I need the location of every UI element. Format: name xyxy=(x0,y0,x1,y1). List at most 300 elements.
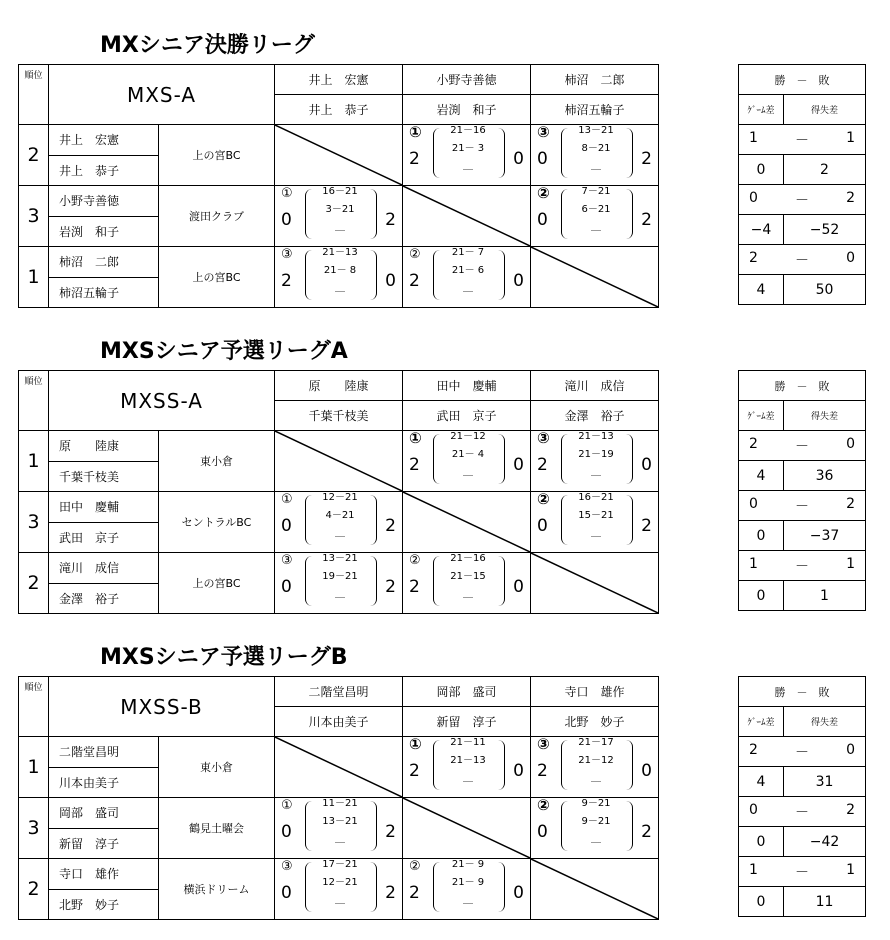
games-won: 0 xyxy=(281,883,292,903)
point-diff-value: 1 xyxy=(784,581,866,611)
match-result xyxy=(531,492,658,552)
games-lost: 2 xyxy=(641,149,652,169)
player1-name: 田中 慶輔 xyxy=(49,492,159,523)
table-row xyxy=(19,492,659,523)
dash: － xyxy=(795,744,809,761)
opponent-header-player1: 岡部 盛司 xyxy=(403,677,531,707)
club-name: 渡田クラブ xyxy=(159,186,275,247)
win-loss-values xyxy=(739,250,865,270)
player1-name: 二階堂昌明 xyxy=(49,737,159,768)
player2-name: 武田 京子 xyxy=(49,522,159,553)
club-name: 横浜ドリーム xyxy=(159,859,275,920)
game3-score-blank: ＿ xyxy=(591,773,601,784)
game3-score-blank: ＿ xyxy=(463,467,473,478)
match-order: ③ xyxy=(281,553,293,568)
win-loss-values xyxy=(739,496,865,516)
win-loss-header: 勝 － 敗 xyxy=(739,371,866,401)
match-result-cell xyxy=(275,798,403,859)
opponent-header-player1: 柿沼 二郎 xyxy=(531,65,659,95)
game3-score-blank: ＿ xyxy=(591,161,601,172)
games-lost: 0 xyxy=(513,577,524,597)
self-match-cell xyxy=(275,125,403,186)
table-row xyxy=(19,553,659,584)
game2-score: 21－ 9 xyxy=(451,877,485,888)
wins-count: 2 xyxy=(749,249,758,266)
win-loss-record xyxy=(739,857,866,887)
table-row xyxy=(19,859,659,890)
games-won: 0 xyxy=(281,577,292,597)
diagonal-line xyxy=(403,798,530,858)
diagonal-line xyxy=(275,125,402,185)
table-row xyxy=(19,125,659,156)
games-won: 2 xyxy=(409,883,420,903)
game3-score-blank: ＿ xyxy=(335,834,345,845)
club-name: 鶴見土曜会 xyxy=(159,798,275,859)
league-table xyxy=(18,64,659,308)
games-lost: 0 xyxy=(513,761,524,781)
match-result xyxy=(275,186,402,246)
win-loss-values xyxy=(739,436,865,456)
player1-name: 原 陸康 xyxy=(49,431,159,462)
wins-count: 0 xyxy=(749,801,758,818)
game2-score: 21－ 8 xyxy=(323,265,357,276)
rank-header: 順位 xyxy=(19,65,49,125)
match-order: ② xyxy=(537,490,550,508)
games-won: 2 xyxy=(281,271,292,291)
league-title: MXSシニア予選リーグA xyxy=(100,339,348,364)
game3-score-blank: ＿ xyxy=(463,895,473,906)
game2-score: 6－21 xyxy=(581,204,611,215)
match-order: ① xyxy=(281,798,293,813)
game-diff-header: ｹﾞｰﾑ差 xyxy=(739,401,784,431)
win-loss-values xyxy=(739,742,865,762)
point-diff-value: 11 xyxy=(784,887,866,917)
game-diff-value: 4 xyxy=(739,767,784,797)
game-diff-header: ｹﾞｰﾑ差 xyxy=(739,95,784,125)
win-loss-values xyxy=(739,556,865,576)
match-result-cell xyxy=(403,125,531,186)
diagonal-line xyxy=(275,737,402,797)
game1-score: 21－ 9 xyxy=(451,859,485,870)
match-result-cell xyxy=(531,798,659,859)
self-match-cell xyxy=(531,553,659,614)
table-row xyxy=(19,737,659,768)
opponent-header-player2: 金澤 裕子 xyxy=(531,401,659,431)
match-result-cell xyxy=(403,431,531,492)
league-title: MXSシニア予選リーグB xyxy=(100,645,348,670)
game3-score-blank: ＿ xyxy=(335,528,345,539)
league-table xyxy=(18,370,659,614)
match-result-cell xyxy=(403,553,531,614)
game1-score: 13－21 xyxy=(578,125,614,136)
game1-score: 21－11 xyxy=(450,737,486,748)
win-loss-record xyxy=(739,245,866,275)
rank-cell: 2 xyxy=(19,553,49,614)
rank-cell: 1 xyxy=(19,737,49,798)
opponent-header-player2: 岩渕 和子 xyxy=(403,95,531,125)
league-section xyxy=(0,28,890,328)
game-diff-value: −4 xyxy=(739,215,784,245)
opponent-header-player1: 滝川 成信 xyxy=(531,371,659,401)
point-diff-value: 50 xyxy=(784,275,866,305)
game2-score: 21－19 xyxy=(578,449,614,460)
game2-score: 9－21 xyxy=(581,816,611,827)
opponent-header-player2: 川本由美子 xyxy=(275,707,403,737)
rank-header: 順位 xyxy=(19,371,49,431)
game1-score: 21－16 xyxy=(450,125,486,136)
game2-score: 21－ 6 xyxy=(451,265,485,276)
point-diff-value: −42 xyxy=(784,827,866,857)
league-section xyxy=(0,640,890,940)
match-result-cell xyxy=(531,431,659,492)
player2-name: 井上 恭子 xyxy=(49,155,159,186)
game-diff-header: ｹﾞｰﾑ差 xyxy=(739,707,784,737)
dash: － xyxy=(795,438,809,455)
games-lost: 2 xyxy=(641,822,652,842)
rank-cell: 2 xyxy=(19,125,49,186)
table-row xyxy=(19,798,659,829)
game1-score: 11－21 xyxy=(322,798,358,809)
game2-score: 21－ 3 xyxy=(451,143,485,154)
games-lost: 2 xyxy=(385,210,396,230)
match-result xyxy=(531,186,658,246)
player2-name: 岩渕 和子 xyxy=(49,216,159,247)
game1-score: 17－21 xyxy=(322,859,358,870)
wins-count: 0 xyxy=(749,495,758,512)
match-order: ③ xyxy=(281,247,293,262)
game1-score: 21－17 xyxy=(578,737,614,748)
match-result xyxy=(275,859,402,919)
games-won: 2 xyxy=(409,271,420,291)
game-diff-value: 4 xyxy=(739,461,784,491)
game2-score: 12－21 xyxy=(322,877,358,888)
diagonal-line xyxy=(403,186,530,246)
game1-score: 16－21 xyxy=(322,186,358,197)
game1-score: 21－ 7 xyxy=(451,247,485,258)
games-lost: 0 xyxy=(513,149,524,169)
game2-score: 4－21 xyxy=(325,510,355,521)
match-result xyxy=(531,798,658,858)
league-code: MXS-A xyxy=(49,65,275,125)
opponent-header-player1: 寺口 雄作 xyxy=(531,677,659,707)
self-match-cell xyxy=(531,247,659,308)
match-result xyxy=(275,492,402,552)
player1-name: 岡部 盛司 xyxy=(49,798,159,829)
wins-count: 1 xyxy=(749,555,758,572)
match-order: ① xyxy=(281,186,293,201)
game1-score: 7－21 xyxy=(581,186,611,197)
match-order: ③ xyxy=(537,429,550,447)
match-order: ② xyxy=(537,796,550,814)
diagonal-line xyxy=(275,431,402,491)
game-diff-value: 0 xyxy=(739,827,784,857)
win-loss-record xyxy=(739,431,866,461)
game2-score: 8－21 xyxy=(581,143,611,154)
rank-cell: 2 xyxy=(19,859,49,920)
match-result-cell xyxy=(403,247,531,308)
self-match-cell xyxy=(403,492,531,553)
win-loss-values xyxy=(739,862,865,882)
game2-score: 21－15 xyxy=(450,571,486,582)
opponent-header-player2: 北野 妙子 xyxy=(531,707,659,737)
match-result xyxy=(403,859,530,919)
dash: － xyxy=(795,804,809,821)
rank-cell: 3 xyxy=(19,186,49,247)
games-won: 0 xyxy=(537,149,548,169)
wins-count: 0 xyxy=(749,189,758,206)
header-row xyxy=(19,677,659,707)
player1-name: 小野寺善徳 xyxy=(49,186,159,217)
club-name: 東小倉 xyxy=(159,737,275,798)
game3-score-blank: ＿ xyxy=(591,528,601,539)
league-code: MXSS-A xyxy=(49,371,275,431)
opponent-header-player1: 二階堂昌明 xyxy=(275,677,403,707)
game1-score: 9－21 xyxy=(581,798,611,809)
win-loss-record xyxy=(739,797,866,827)
win-loss-header: 勝 － 敗 xyxy=(739,677,866,707)
game2-score: 15－21 xyxy=(578,510,614,521)
games-lost: 0 xyxy=(513,455,524,475)
match-result xyxy=(403,553,530,613)
games-lost: 2 xyxy=(641,210,652,230)
games-lost: 0 xyxy=(641,455,652,475)
game3-score-blank: ＿ xyxy=(463,161,473,172)
rank-header: 順位 xyxy=(19,677,49,737)
match-result-cell xyxy=(531,737,659,798)
match-order: ① xyxy=(281,492,293,507)
game3-score-blank: ＿ xyxy=(591,222,601,233)
point-diff-value: −52 xyxy=(784,215,866,245)
self-match-cell xyxy=(275,431,403,492)
point-diff-header: 得失差 xyxy=(784,95,866,125)
match-result xyxy=(403,431,530,491)
match-order: ② xyxy=(409,859,421,874)
win-loss-record xyxy=(739,185,866,215)
wins-count: 2 xyxy=(749,435,758,452)
match-result-cell xyxy=(531,125,659,186)
match-order: ① xyxy=(409,429,422,447)
opponent-header-player1: 原 陸康 xyxy=(275,371,403,401)
self-match-cell xyxy=(403,186,531,247)
player1-name: 井上 宏憲 xyxy=(49,125,159,156)
win-loss-header: 勝 － 敗 xyxy=(739,65,866,95)
match-result xyxy=(403,247,530,307)
opponent-header-player2: 千葉千枝美 xyxy=(275,401,403,431)
standings-table xyxy=(738,64,866,305)
self-match-cell xyxy=(403,798,531,859)
match-result-cell xyxy=(275,492,403,553)
games-lost: 0 xyxy=(641,761,652,781)
losses-count: 1 xyxy=(846,555,855,572)
club-name: 上の宮BC xyxy=(159,125,275,186)
self-match-cell xyxy=(531,859,659,920)
dash: － xyxy=(795,252,809,269)
match-result xyxy=(403,125,530,185)
game1-score: 21－13 xyxy=(578,431,614,442)
match-result xyxy=(403,737,530,797)
standings-table xyxy=(738,676,866,917)
player1-name: 滝川 成信 xyxy=(49,553,159,584)
match-result-cell xyxy=(403,737,531,798)
win-loss-record xyxy=(739,737,866,767)
games-lost: 2 xyxy=(385,516,396,536)
match-result-cell xyxy=(275,247,403,308)
match-order: ③ xyxy=(537,735,550,753)
losses-count: 2 xyxy=(846,189,855,206)
win-loss-values xyxy=(739,190,865,210)
header-row xyxy=(19,65,659,95)
match-result-cell xyxy=(403,859,531,920)
opponent-header-player1: 田中 慶輔 xyxy=(403,371,531,401)
win-loss-values xyxy=(739,130,865,150)
losses-count: 1 xyxy=(846,129,855,146)
losses-count: 0 xyxy=(846,435,855,452)
match-result-cell xyxy=(531,186,659,247)
games-won: 0 xyxy=(537,210,548,230)
games-lost: 2 xyxy=(385,577,396,597)
match-order: ② xyxy=(537,184,550,202)
diagonal-line xyxy=(531,247,658,307)
game1-score: 21－13 xyxy=(322,247,358,258)
game2-score: 21－12 xyxy=(578,755,614,766)
diagonal-line xyxy=(531,553,658,613)
win-loss-record xyxy=(739,125,866,155)
game1-score: 16－21 xyxy=(578,492,614,503)
game2-score: 19－21 xyxy=(322,571,358,582)
game-diff-value: 0 xyxy=(739,887,784,917)
self-match-cell xyxy=(275,737,403,798)
wins-count: 2 xyxy=(749,741,758,758)
wins-count: 1 xyxy=(749,861,758,878)
match-result-cell xyxy=(531,492,659,553)
win-loss-values xyxy=(739,802,865,822)
game3-score-blank: ＿ xyxy=(591,834,601,845)
game3-score-blank: ＿ xyxy=(335,222,345,233)
games-lost: 0 xyxy=(385,271,396,291)
table-row xyxy=(19,247,659,278)
losses-count: 1 xyxy=(846,861,855,878)
dash: － xyxy=(795,132,809,149)
game3-score-blank: ＿ xyxy=(463,773,473,784)
match-result xyxy=(275,553,402,613)
losses-count: 2 xyxy=(846,801,855,818)
games-lost: 2 xyxy=(385,883,396,903)
match-result xyxy=(531,431,658,491)
player2-name: 北野 妙子 xyxy=(49,889,159,920)
game3-score-blank: ＿ xyxy=(463,589,473,600)
match-order: ② xyxy=(409,553,421,568)
match-result xyxy=(531,737,658,797)
games-won: 2 xyxy=(537,761,548,781)
opponent-header-player2: 井上 恭子 xyxy=(275,95,403,125)
games-won: 2 xyxy=(409,761,420,781)
dash: － xyxy=(795,498,809,515)
games-lost: 0 xyxy=(513,271,524,291)
game2-score: 21－13 xyxy=(450,755,486,766)
match-order: ③ xyxy=(537,123,550,141)
game3-score-blank: ＿ xyxy=(591,467,601,478)
games-won: 0 xyxy=(281,210,292,230)
dash: － xyxy=(795,558,809,575)
match-result-cell xyxy=(275,186,403,247)
match-order: ② xyxy=(409,247,421,262)
game1-score: 21－12 xyxy=(450,431,486,442)
match-result-cell xyxy=(275,553,403,614)
table-row xyxy=(19,186,659,217)
games-won: 2 xyxy=(409,455,420,475)
league-title: MXシニア決勝リーグ xyxy=(100,33,315,58)
table-row xyxy=(19,431,659,462)
losses-count: 0 xyxy=(846,741,855,758)
rank-cell: 1 xyxy=(19,431,49,492)
game-diff-value: 0 xyxy=(739,581,784,611)
game2-score: 21－ 4 xyxy=(451,449,485,460)
opponent-header-player2: 新留 淳子 xyxy=(403,707,531,737)
opponent-header-player2: 武田 京子 xyxy=(403,401,531,431)
point-diff-header: 得失差 xyxy=(784,707,866,737)
games-won: 0 xyxy=(537,822,548,842)
game3-score-blank: ＿ xyxy=(335,589,345,600)
player2-name: 金澤 裕子 xyxy=(49,583,159,614)
rank-cell: 3 xyxy=(19,492,49,553)
point-diff-value: 31 xyxy=(784,767,866,797)
games-won: 0 xyxy=(281,516,292,536)
diagonal-line xyxy=(403,492,530,552)
club-name: 上の宮BC xyxy=(159,553,275,614)
match-result xyxy=(275,798,402,858)
games-won: 2 xyxy=(537,455,548,475)
match-result xyxy=(531,125,658,185)
diagonal-line xyxy=(531,859,658,919)
opponent-header-player2: 柿沼五輪子 xyxy=(531,95,659,125)
point-diff-value: −37 xyxy=(784,521,866,551)
game1-score: 12－21 xyxy=(322,492,358,503)
point-diff-header: 得失差 xyxy=(784,401,866,431)
dash: － xyxy=(795,192,809,209)
game2-score: 3－21 xyxy=(325,204,355,215)
games-lost: 2 xyxy=(385,822,396,842)
games-lost: 0 xyxy=(513,883,524,903)
point-diff-value: 2 xyxy=(784,155,866,185)
player2-name: 柿沼五輪子 xyxy=(49,277,159,308)
header-row xyxy=(19,371,659,401)
game-diff-value: 0 xyxy=(739,521,784,551)
league-table xyxy=(18,676,659,920)
standings-table xyxy=(738,370,866,611)
games-won: 0 xyxy=(537,516,548,536)
league-section xyxy=(0,334,890,634)
player2-name: 川本由美子 xyxy=(49,767,159,798)
games-won: 2 xyxy=(409,149,420,169)
game-diff-value: 4 xyxy=(739,275,784,305)
match-order: ③ xyxy=(281,859,293,874)
match-result-cell xyxy=(275,859,403,920)
game1-score: 21－16 xyxy=(450,553,486,564)
match-result xyxy=(275,247,402,307)
rank-cell: 1 xyxy=(19,247,49,308)
game3-score-blank: ＿ xyxy=(463,283,473,294)
player1-name: 寺口 雄作 xyxy=(49,859,159,890)
game3-score-blank: ＿ xyxy=(335,895,345,906)
losses-count: 2 xyxy=(846,495,855,512)
point-diff-value: 36 xyxy=(784,461,866,491)
win-loss-record xyxy=(739,551,866,581)
games-won: 2 xyxy=(409,577,420,597)
opponent-header-player1: 井上 宏憲 xyxy=(275,65,403,95)
game1-score: 13－21 xyxy=(322,553,358,564)
club-name: 東小倉 xyxy=(159,431,275,492)
game2-score: 13－21 xyxy=(322,816,358,827)
